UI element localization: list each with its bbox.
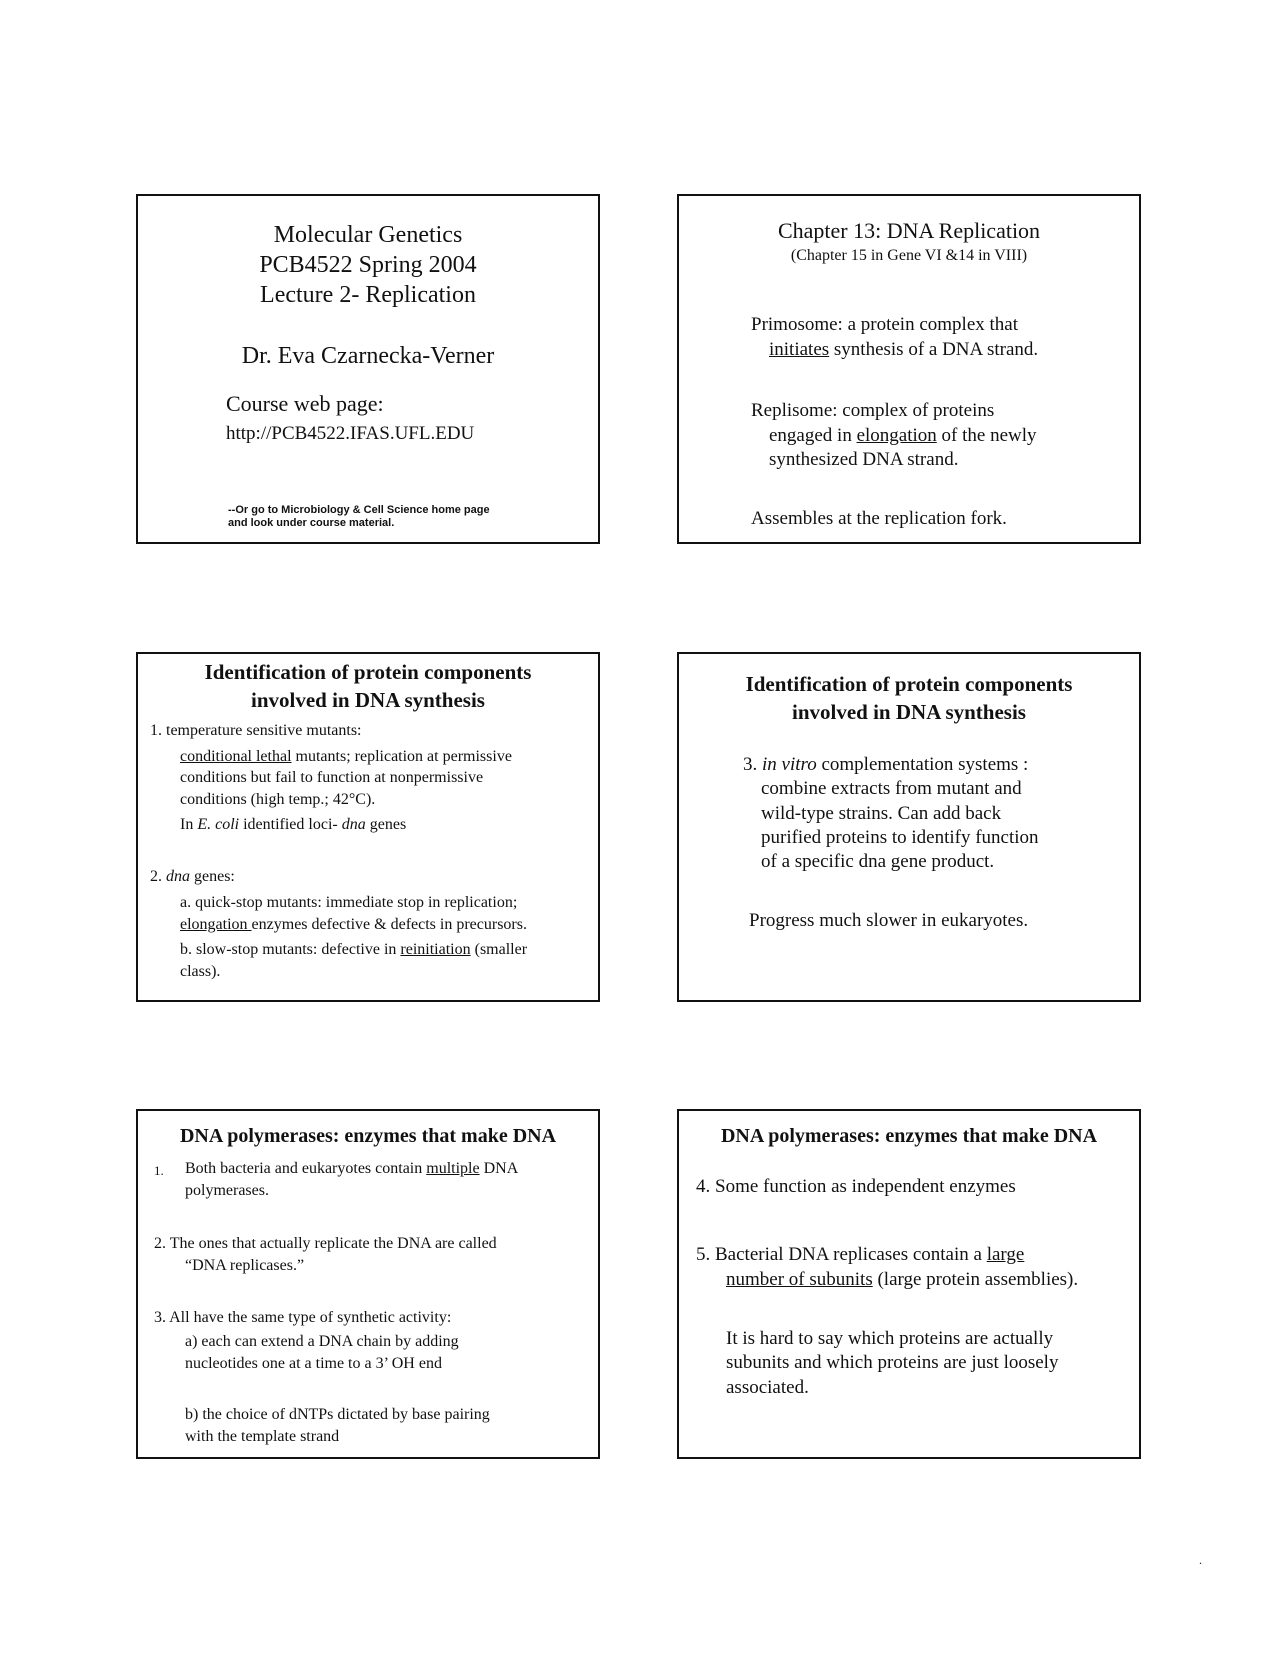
item-2-number: 2. [150,868,166,885]
point-5-line-1 [696,1244,1024,1266]
conditional-line-3: conditions (high temp.; 42°C). [180,791,376,808]
number-of-subunits-text: number of subunits [726,1269,873,1290]
note-line-1: --Or go to Microbiology & Cell Science home page [228,504,490,516]
slide-heading-line-1: Identification of protein components [745,672,1073,696]
slow-stop-pre: b. slow-stop mutants: defective in [180,941,401,958]
progress-text: Progress much slower in eukaryotes. [749,910,1029,931]
conditional-lethal-text: conditional lethal [180,748,292,765]
point-1-pre: Both bacteria and eukaryotes contain [185,1160,427,1177]
quick-stop-line-1: a. quick-stop mutants: immediate stop in replication; [180,894,518,911]
primosome-line-1: Primosome: a protein complex that [751,314,1019,335]
primosome-rest: synthesis of a DNA strand. [829,339,1039,360]
elongation-text: elongation [856,425,937,446]
point-6-line-2: subunits and which proteins are just loosely [726,1352,1059,1373]
item-3-line-2: combine extracts from mutant and [761,778,1022,799]
lecture-title: Lecture 2- Replication [260,282,476,308]
multiple-text: multiple [426,1160,480,1177]
slide-title [136,194,600,544]
item-3-line-4: purified proteins to identify function [761,827,1039,848]
chapter-title: Chapter 13: DNA Replication [777,218,1041,243]
replisome-post: of the newly [936,425,1037,446]
point-5-pre: 5. Bacterial DNA replicases contain a [696,1244,987,1265]
replisome-line-3: synthesized DNA strand. [769,449,959,470]
ecoli-line [180,816,406,834]
ecoli-italic: E. coli [197,816,240,833]
slow-stop-line-1 [180,941,527,959]
dna-italic: dna [341,816,366,833]
large-text: large [986,1244,1025,1265]
ecoli-pre: In [180,816,198,833]
slide-chapter [677,194,1141,544]
note-line-2: and look under course material. [228,517,395,529]
slide-heading-line-2: involved in DNA synthesis [792,700,1026,724]
item-3-line-5: of a specific dna gene product. [761,851,995,872]
primosome-line-2 [769,339,1038,361]
slide-heading: DNA polymerases: enzymes that make DNA [179,1125,557,1147]
replisome-pre: engaged in [769,425,857,446]
item-2-rest: genes: [190,868,235,885]
assembles-text: Assembles at the replication fork. [751,508,1007,529]
point-1-post: DNA [479,1160,519,1177]
slide-heading-line-2: involved in DNA synthesis [251,688,485,712]
conditional-rest: mutants; replication at permissive [291,748,512,765]
point-2-line-2: “DNA replicases.” [185,1257,305,1274]
web-label: Course web page: [226,391,384,416]
ecoli-mid: identified loci- [239,816,342,833]
chapter-subtitle: (Chapter 15 in Gene VI &14 in VIII) [790,247,1028,264]
slide-heading: DNA polymerases: enzymes that make DNA [720,1125,1098,1147]
footer-mark: . [1199,1553,1202,1567]
quick-stop-rest: enzymes defective & defects in precursors. [251,916,527,933]
slow-stop-line-2: class). [180,963,221,980]
initiates-text: initiates [769,339,830,360]
course-name: Molecular Genetics [273,222,463,248]
replisome-line-1: Replisome: complex of proteins [751,400,995,421]
point-5-post: (large protein assemblies). [872,1269,1079,1290]
point-3a-line-2: nucleotides one at a time to a 3’ OH end [185,1355,442,1372]
point-3b-line-1: b) the choice of dNTPs dictated by base pairing [185,1406,490,1423]
elongation-text: elongation [180,916,252,933]
reinitiation-text: reinitiation [400,941,471,958]
point-1-line-1 [185,1160,518,1178]
point-3a-line-1: a) each can extend a DNA chain by adding [185,1333,459,1350]
slide-identification-2 [677,652,1141,1002]
item-2 [150,868,235,886]
item-3-line-3: wild-type strains. Can add back [761,803,1002,824]
point-4: 4. Some function as independent enzymes [696,1176,1016,1197]
point-3b-line-2: with the template strand [185,1428,340,1445]
point-5-line-2 [726,1269,1078,1291]
conditional-line-2: conditions but fail to function at nonpermissive [180,769,484,786]
point-6-line-1: It is hard to say which proteins are actually [726,1328,1054,1349]
replisome-line-2 [769,425,1037,447]
course-term: PCB4522 Spring 2004 [259,252,477,278]
point-1-line-2: polymerases. [185,1182,269,1199]
slide-polymerases-2 [677,1109,1141,1459]
item-3-number: 3. [743,754,762,775]
instructor-name: Dr. Eva Czarnecka-Verner [241,343,495,369]
point-3: 3. All have the same type of synthetic activity: [154,1309,452,1326]
point-2-line-1: 2. The ones that actually replicate the DNA are called [154,1235,497,1252]
in-vitro-italic: in vitro [762,754,817,775]
item-3-rest: complementation systems : [816,754,1029,775]
slow-stop-post: (smaller [470,941,528,958]
conditional-line-1 [180,748,512,766]
point-6-line-3: associated. [726,1377,809,1398]
slide-polymerases-1 [136,1109,600,1459]
course-url[interactable]: http://PCB4522.IFAS.UFL.EDU [226,423,475,444]
slide-heading-line-1: Identification of protein components [204,660,532,684]
slide-identification-1 [136,652,600,1002]
ecoli-post: genes [365,816,407,833]
item-2-italic: dna [166,868,190,885]
item-3 [743,754,1028,776]
point-1-number: 1. [154,1163,164,1178]
item-1: 1. temperature sensitive mutants: [150,722,362,739]
quick-stop-line-2 [180,916,527,934]
